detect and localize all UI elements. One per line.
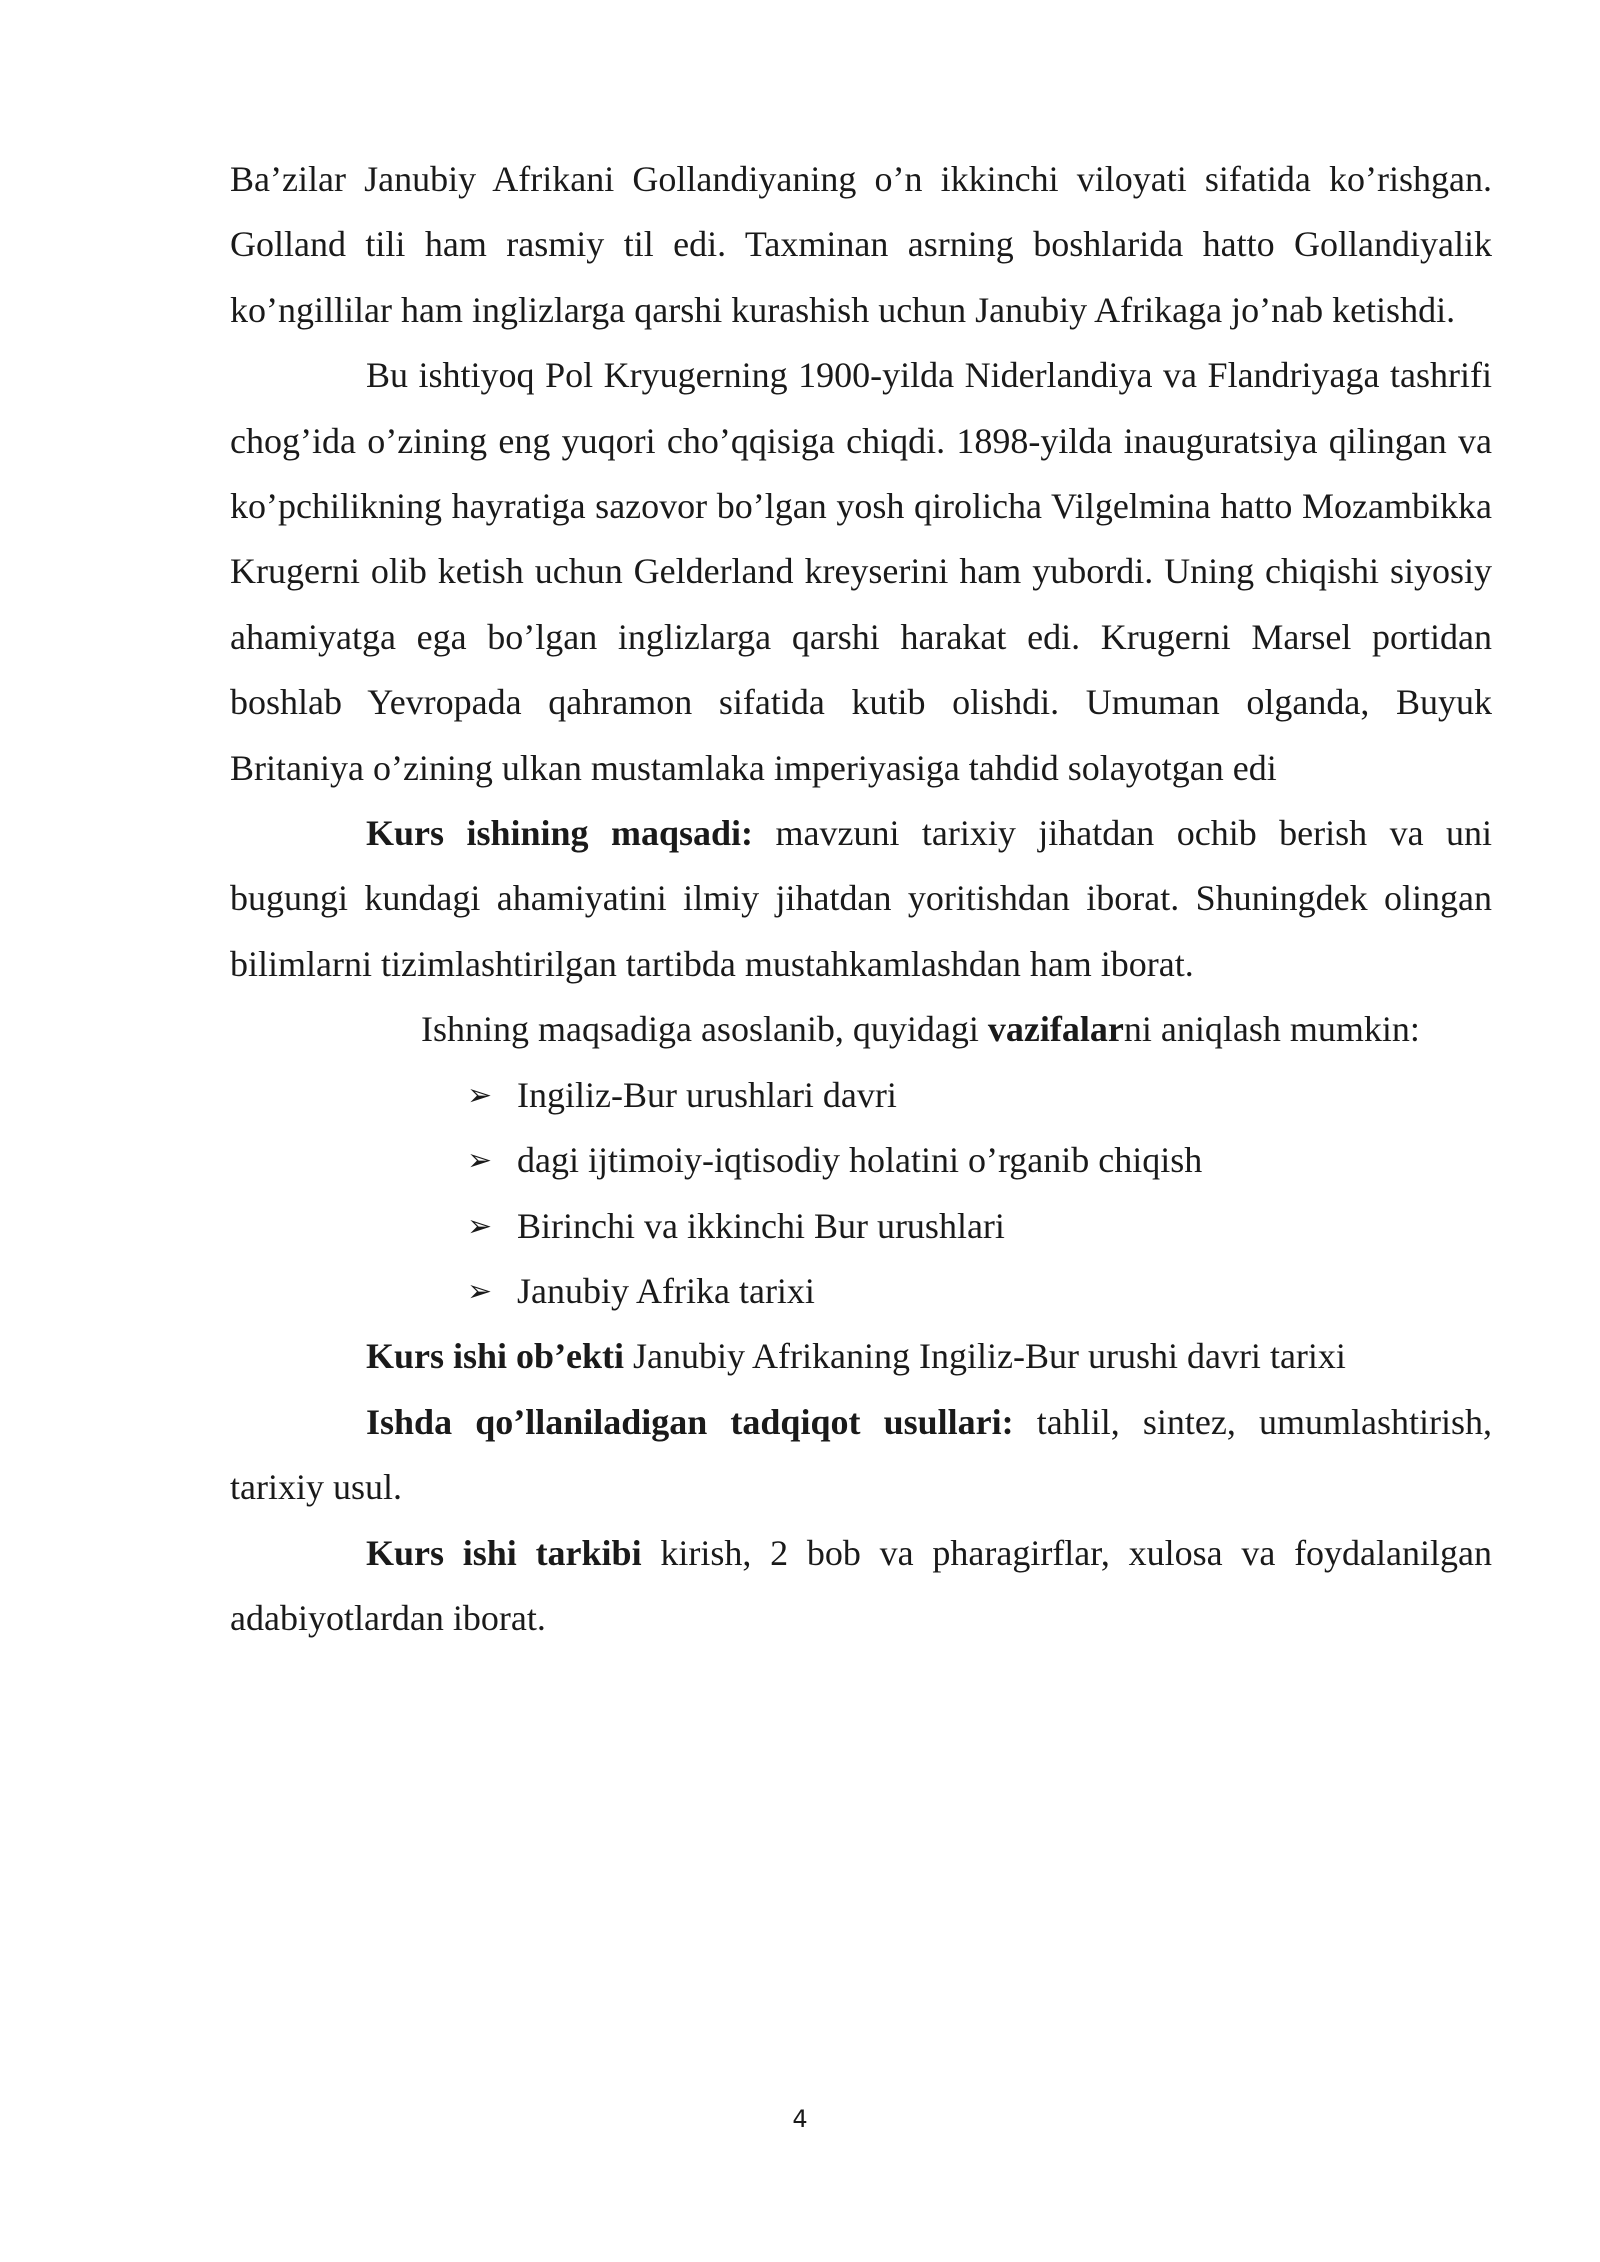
task-text: dagi ijtimoiy-iqtisodiy holatini o’rganib chiqish xyxy=(517,1140,1203,1181)
paragraph-course-object xyxy=(230,1324,1492,1389)
research-methods-label: Ishda qo’llaniladigan tadqiqot usullari: xyxy=(366,1401,1014,1442)
task-text: Birinchi va ikkinchi Bur urushlari xyxy=(517,1205,1005,1246)
arrow-bullet-icon: ➢ xyxy=(467,1077,493,1113)
page-number: 4 xyxy=(792,2105,808,2133)
course-structure-label: Kurs ishi tarkibi xyxy=(366,1532,642,1573)
paragraph-course-structure xyxy=(230,1521,1492,1652)
paragraph-kruger-visit: Bu ishtiyoq Pol Kryugerning 1900-yilda Niderlandiya va Flandriyaga tashrifi chog’ida o’zining eng yuqori cho’qqisiga chiqdi. 1898-yilda inauguratsiya qilingan va ko’pchilikning hayratiga sazovor bo’lgan yosh qirolicha Vilgelmina hatto Mozambikka Krugerni olib ketish uchun Gelderland kreyserini ham yubordi. Uning chiqishi siyosiy ahamiyatga ega bo’lgan inglizlarga qarshi harakat edi. Krugerni Marsel portidan boshlab Yevropada qahramon sifatida kutib olishdi. Umuman olganda, Buyuk Britaniya o’zining ulkan mustamlaka imperiyasiga tahdid solayotgan edi xyxy=(230,355,1492,788)
list-item xyxy=(467,1063,1492,1128)
list-item xyxy=(467,1194,1492,1259)
paragraph-tasks-intro xyxy=(230,997,1492,1062)
paragraph-dutch-sympathy: Ba’zilar Janubiy Afrikani Gollandiyaning o’n ikkinchi viloyati sifatida ko’rishgan. Golland tili ham rasmiy til edi. Taxminan asrning boshlarida hatto Gollandiyalik ko’ngillilar ham inglizlarga qarshi kurashish uchun Janubiy Afrikaga jo’nab ketishdi. xyxy=(230,159,1492,330)
course-aim-label: Kurs ishining maqsadi: xyxy=(366,813,754,854)
course-aim-text: mavzuni tarixiy jihatdan ochib berish va uni bugungi kundagi ahamiyatini ilmiy jihatdan yoritishdan iborat. Shuningdek olingan bilimlarni tizimlashtirilgan tartibda mustahkamlashdan ham iborat. xyxy=(230,813,1493,984)
paragraph-research-methods xyxy=(230,1390,1492,1521)
list-item xyxy=(467,1128,1492,1193)
tasks-intro-after: ni aniqlash mumkin: xyxy=(1123,1009,1420,1050)
tasks-list xyxy=(230,1063,1492,1325)
arrow-bullet-icon: ➢ xyxy=(467,1208,493,1244)
list-item xyxy=(467,1259,1492,1324)
research-methods-text: tahlil, sintez, umumlashtirish, tarixiy usul. xyxy=(230,1401,1492,1508)
arrow-bullet-icon: ➢ xyxy=(467,1143,493,1179)
arrow-bullet-icon: ➢ xyxy=(467,1273,493,1309)
course-structure-text: kirish, 2 bob va pharagirflar, xulosa va foydalanilgan adabiyotlardan iborat. xyxy=(230,1532,1492,1638)
task-text: Janubiy Afrika tarixi xyxy=(517,1270,815,1311)
course-object-text: Janubiy Afrikaning Ingiliz-Bur urushi davri tarixi xyxy=(624,1336,1346,1377)
tasks-intro-before: Ishning maqsadiga asoslanib, quyidagi xyxy=(421,1009,988,1050)
document-page xyxy=(230,147,1492,1651)
task-text: Ingiliz-Bur urushlari davri xyxy=(517,1074,897,1115)
course-object-label: Kurs ishi ob’ekti xyxy=(366,1336,625,1377)
tasks-intro-bold: vazifalar xyxy=(987,1009,1124,1050)
paragraph-course-aim xyxy=(230,801,1492,997)
